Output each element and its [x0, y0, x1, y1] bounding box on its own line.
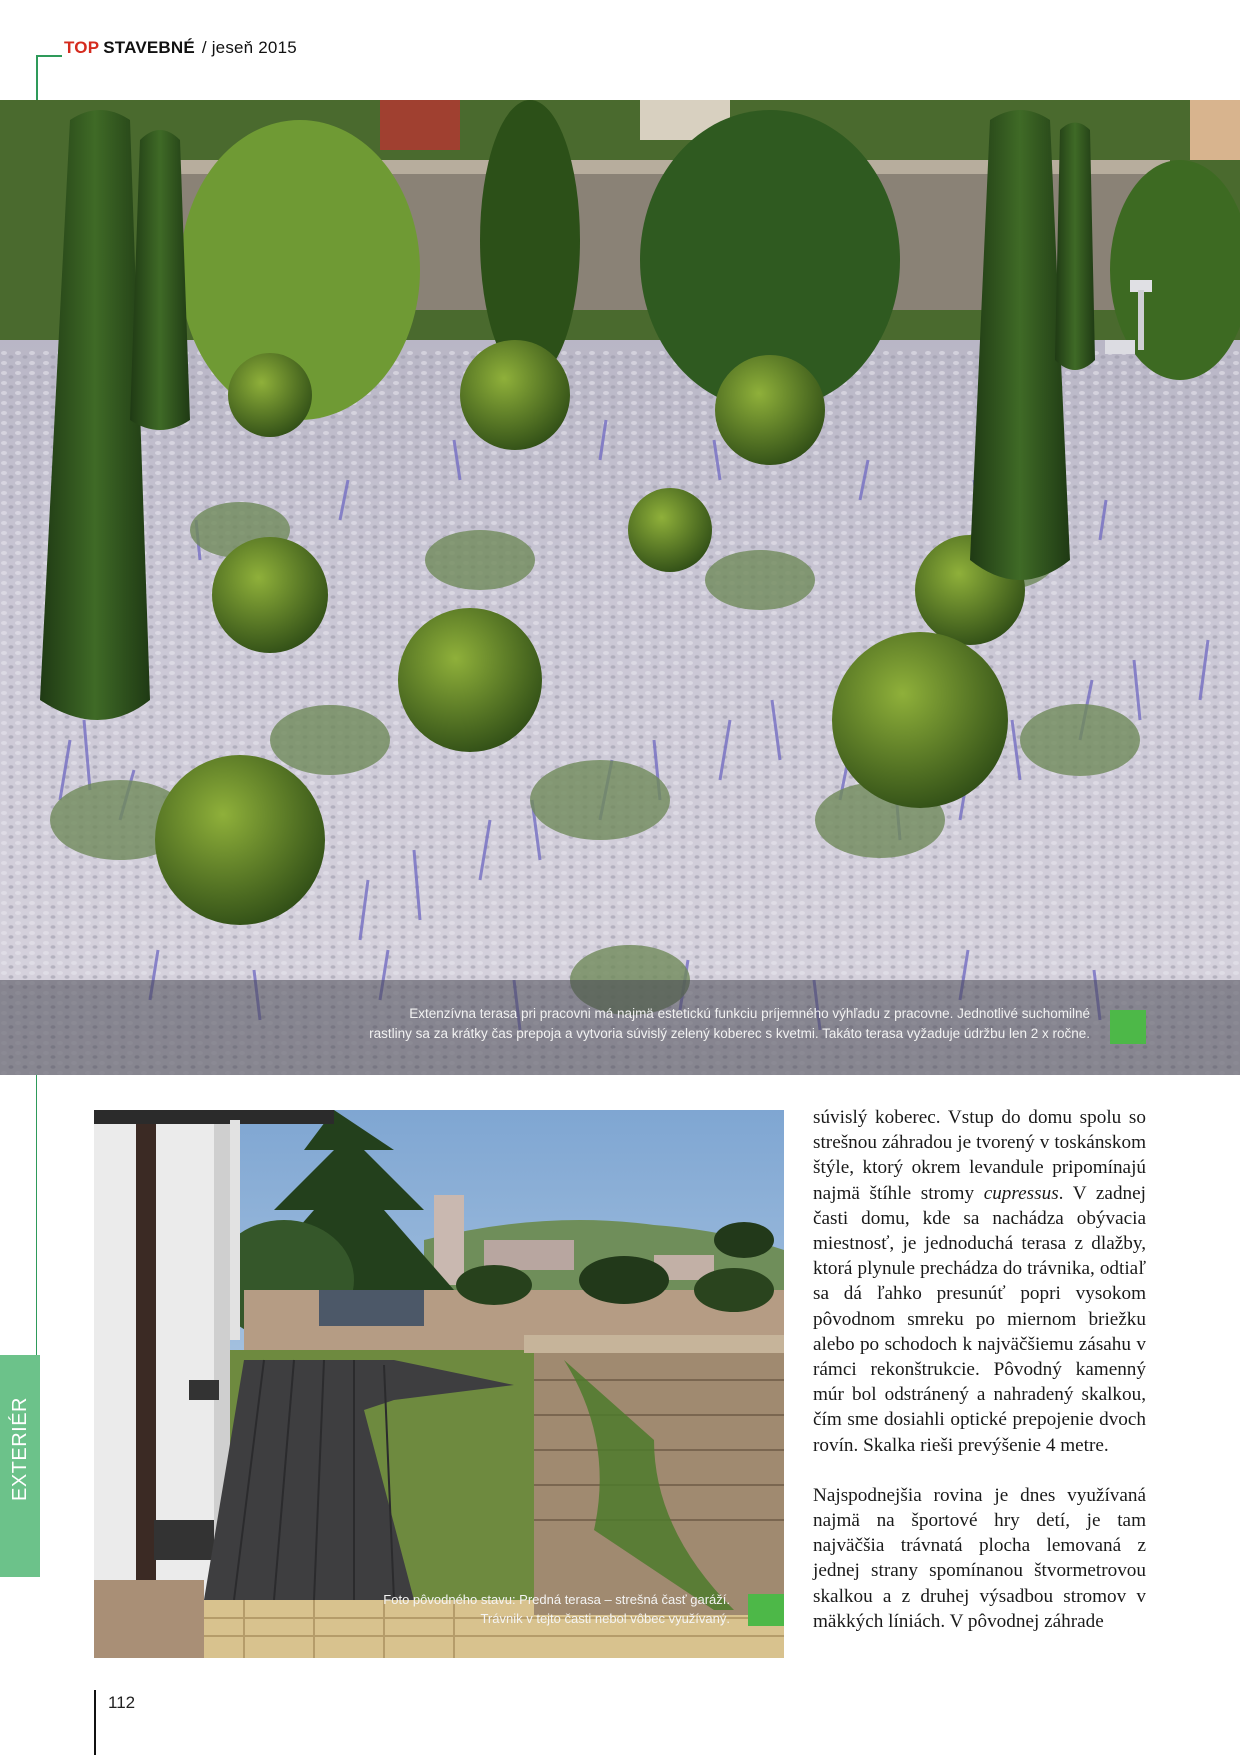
photo-caption-top — [330, 1004, 1090, 1044]
photo-caption-bottom — [110, 1590, 730, 1628]
terrace-original-photo — [94, 1110, 784, 1658]
page-number: 112 — [108, 1693, 136, 1712]
article-body — [813, 1105, 1146, 1634]
caption-marker-square — [748, 1594, 784, 1626]
caption-line: rastliny sa za krátky čas prepoja a vytvoria súvislý zelený koberec s kvetmi. Takáto terasa vyžaduje údržbu len 2 x ročne. — [369, 1026, 1090, 1041]
issue-season: / jeseň 2015 — [201, 38, 297, 57]
running-header — [64, 38, 297, 58]
header-rule-vertical — [36, 55, 38, 100]
brand-name: STAVEBNÉ — [103, 38, 195, 57]
article-paragraph: Najspodnejšia rovina je dnes využívaná najmä na športové hry detí, je tam najväčšia trávnatá plocha lemovaná z jednej strany spomínanou štvormetrovou skalkou a z druhej výsadbou stromov v mäkkých líniách. V pôvodnej záhrade — [813, 1484, 1146, 1632]
article-paragraph — [813, 1105, 1146, 1458]
article-text: súvislý koberec. Vstup do domu spolu so strešnou záhradou je tvorený v toskánskom štýle, ktorý okrem levandule pripomínajú najmä štíhle stromy — [813, 1107, 1146, 1204]
caption-marker-square — [1110, 1010, 1146, 1044]
brand-top: TOP — [64, 38, 100, 57]
margin-rule — [36, 1075, 37, 1355]
caption-line: Extenzívna terasa pri pracovni má najmä estetickú funkciu príjemného výhľadu z pracovne. Jednotlivé suchomilné — [409, 1006, 1090, 1021]
caption-line: Foto pôvodného stavu: Predná terasa – strešná časť garáží. — [383, 1592, 730, 1607]
footer-rule — [94, 1690, 96, 1755]
article-emphasis: cupressus — [983, 1182, 1059, 1204]
article-text: . V zadnej časti domu, kde sa nachádza obývacia miestnosť, je jednoduchá terasa z dlažby, ktorá plynule prechádza do trávnika, odtiaľ sa dá ľahko presunúť popri vysokom pôvodnom smreku po miernom briežku alebo po schodoch k najväčšiemu zásahu v rámci rekonštrukcie. Pôvodný kamenný múr bol odstránený a nahradený skalkou, čím sme dosiahli optické prepojenie dvoch rovín. Skalka rieši prevýšenie 4 metre. — [813, 1182, 1146, 1456]
lavender-garden-photo — [0, 100, 1240, 1075]
section-label: EXTERIÉR — [9, 1396, 31, 1502]
caption-line: Trávnik v tejto časti nebol vôbec využívaný. — [480, 1611, 730, 1626]
header-rule-horizontal — [36, 55, 62, 57]
